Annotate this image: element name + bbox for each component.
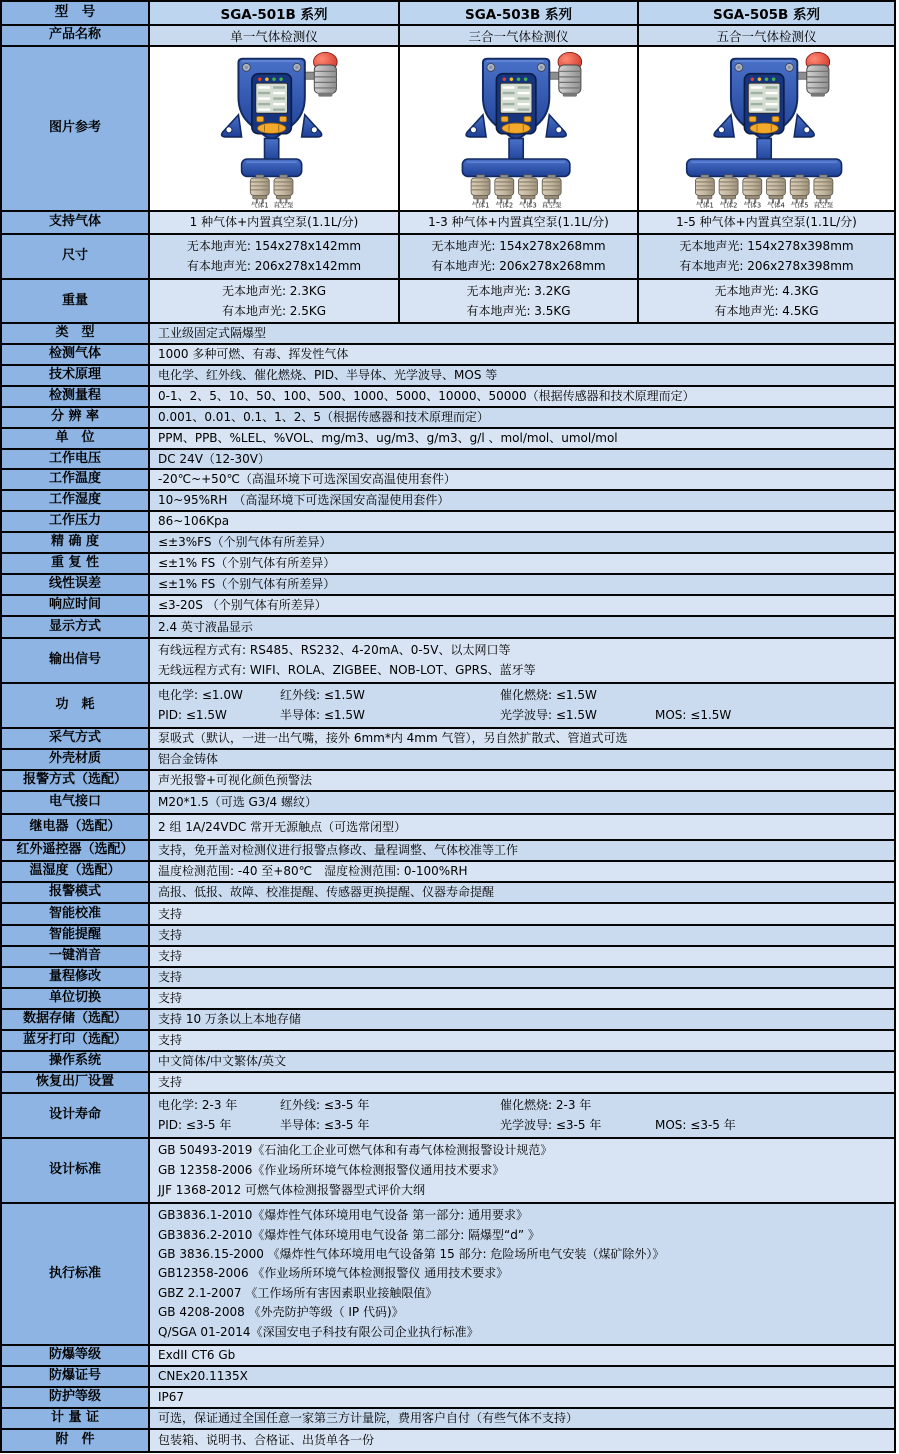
spec-value-line: 声光报警+可视化颜色预警法	[158, 773, 313, 787]
spec-row	[2, 387, 894, 408]
spec-value-line: 无本地声光: 2.3KG	[221, 283, 327, 298]
spec-value-col2	[400, 235, 639, 278]
spec-row-label: 单位切换	[2, 989, 150, 1008]
spec-row-label: 智能提醒	[2, 926, 150, 945]
sensor-cylinder	[813, 174, 833, 207]
spec-value	[150, 429, 894, 448]
spec-row	[2, 815, 894, 841]
alarm-beacon-icon	[794, 52, 830, 96]
spec-value-line: 包装箱、说明书、合格证、出货单各一份	[158, 1433, 375, 1447]
spec-value	[150, 1031, 894, 1050]
spec-row-label: 响应时间	[2, 596, 150, 615]
product-photo-5in1-gas	[639, 47, 894, 210]
spec-row	[2, 883, 894, 904]
spec-row	[2, 470, 894, 491]
spec-row	[2, 1346, 894, 1367]
model-sga-505b: SGA-505B 系列	[639, 2, 894, 24]
spec-row	[2, 1052, 894, 1073]
spec-row	[2, 235, 894, 280]
sensor-cylinder	[719, 174, 738, 207]
spec-row	[2, 926, 894, 947]
spec-value-segment: 红外线: ≤3-5 年	[280, 1098, 370, 1113]
sensor-label: 气体5	[790, 201, 809, 208]
spec-value-line: 有本地声光: 2.5KG	[221, 303, 327, 318]
sensor-cylinder	[542, 174, 562, 207]
spec-value-line: 无本地声光: 154x278x268mm	[431, 238, 606, 253]
spec-value-segment: PID: ≤3-5 年	[158, 1117, 232, 1132]
spec-value	[150, 989, 894, 1008]
spec-value-line	[158, 708, 888, 723]
spec-value-line: 无本地声光: 154x278x398mm	[679, 238, 854, 253]
spec-value-line: GB3836.1-2010《爆炸性气体环境用电气设备 第一部分: 通用要求》	[158, 1208, 529, 1223]
spec-row-label: 线性误差	[2, 575, 150, 594]
spec-value-line: CNEx20.1135X	[158, 1369, 248, 1383]
spec-value	[150, 792, 894, 813]
spec-value-col2	[400, 212, 639, 233]
sensor-label: 气体1	[250, 201, 269, 208]
spec-value	[150, 1346, 894, 1365]
spec-row	[2, 684, 894, 729]
spec-value-line: 有本地声光: 206x278x142mm	[186, 259, 362, 274]
spec-value	[150, 684, 894, 727]
spec-row-label: 工作电压	[2, 450, 150, 468]
spec-row	[2, 862, 894, 883]
spec-row-label: 防爆等级	[2, 1346, 150, 1365]
spec-row-label: 工作温度	[2, 470, 150, 489]
product-photo-3in1-gas	[400, 47, 639, 210]
spec-value-line: 2.4 英寸液晶显示	[158, 619, 253, 634]
sensor-label: 真空泵	[813, 201, 834, 208]
spec-row	[2, 1430, 894, 1451]
spec-value-line: IP67	[158, 1390, 185, 1404]
spec-value	[150, 1052, 894, 1071]
row-label-image-reference: 图片参考	[2, 47, 150, 210]
header-row	[2, 2, 894, 26]
spec-row	[2, 639, 894, 684]
alarm-beacon-icon	[302, 52, 338, 96]
spec-row	[2, 1073, 894, 1094]
sensor-label: 气体1	[696, 201, 714, 208]
spec-value-line: 0-1、2、5、10、50、100、500、1000、5000、10000、50000（根据传感器和技术原理而定）	[158, 389, 695, 403]
spec-value-col2	[400, 280, 639, 322]
spec-value	[150, 771, 894, 790]
spec-row-label: 显示方式	[2, 617, 150, 637]
spec-value-line: 泵吸式（默认，一进一出气嘴，接外 6mm*内 4mm 气管），另自然扩散式、管道式可选	[158, 731, 628, 745]
spec-row	[2, 968, 894, 989]
spec-row-label: 智能校准	[2, 904, 150, 924]
spec-row-label: 执行标准	[2, 1204, 150, 1344]
spec-value-segment: 催化燃烧: ≤1.5W	[500, 688, 597, 703]
spec-value-line: 有本地声光: 206x278x268mm	[431, 259, 606, 274]
spec-row-label: 尺寸	[2, 235, 150, 278]
spec-value-col1	[150, 212, 400, 233]
spec-value-line: 有本地声光: 4.5KG	[714, 303, 819, 318]
spec-row-label: 支持气体	[2, 212, 150, 233]
spec-value	[150, 324, 894, 343]
spec-value-line: 工业级固定式隔爆型	[158, 326, 267, 340]
spec-value-line: 支持	[158, 1075, 183, 1089]
spec-value	[150, 450, 894, 468]
spec-row	[2, 792, 894, 815]
spec-value-line: 1-5 种气体+内置真空泵(1.1L/分)	[676, 215, 857, 229]
spec-row	[2, 904, 894, 926]
spec-value-line: ≤±1% FS（个别气体有所差异）	[158, 556, 336, 570]
spec-value	[150, 1409, 894, 1428]
spec-value-segment: PID: ≤1.5W	[158, 707, 227, 722]
spec-row-label: 数据存储（选配）	[2, 1010, 150, 1029]
spec-row-label: 采气方式	[2, 729, 150, 748]
spec-row	[2, 596, 894, 617]
spec-value-col1	[150, 235, 400, 278]
spec-row-label: 操作系统	[2, 1052, 150, 1071]
spec-row	[2, 947, 894, 968]
spec-value-line: GB 50493-2019《石油化工企业可燃气体和有毒气体检测报警设计规范》	[158, 1143, 553, 1158]
spec-value	[150, 1010, 894, 1029]
spec-row-label: 检测量程	[2, 387, 150, 406]
spec-value-line: 无本地声光: 154x278x142mm	[186, 238, 362, 253]
spec-row-label: 设计标准	[2, 1139, 150, 1202]
spec-value	[150, 1094, 894, 1137]
spec-row	[2, 771, 894, 792]
sensor-cylinder	[519, 174, 538, 207]
spec-value	[150, 491, 894, 510]
spec-row-label: 附 件	[2, 1430, 150, 1451]
spec-value-line: 支持 10 万条以上本地存储	[158, 1012, 301, 1026]
spec-row	[2, 729, 894, 750]
spec-value-segment: 催化燃烧: 2-3 年	[500, 1098, 592, 1113]
spec-value-segment: 光学波导: ≤3-5 年	[500, 1117, 602, 1132]
spec-value-line: GBZ 2.1-2007 《工作场所有害因素职业接触限值》	[158, 1285, 438, 1300]
sensor-label: 气体3	[519, 201, 537, 208]
spec-value-line: ≤3-20S （个别气体有所差异）	[158, 598, 327, 612]
spec-value-line: ≤±1% FS（个别气体有所差异）	[158, 577, 336, 591]
spec-row	[2, 1367, 894, 1388]
alarm-beacon-icon	[546, 52, 582, 96]
spec-value	[150, 1367, 894, 1386]
spec-row-label: 重 复 性	[2, 554, 150, 573]
spec-value-line: Q/SGA 01-2014《深国安电子科技有限公司企业执行标准》	[158, 1324, 479, 1339]
spec-row	[2, 617, 894, 639]
spec-value	[150, 883, 894, 902]
spec-value	[150, 862, 894, 881]
spec-value-segment: 光学波导: ≤1.5W	[500, 707, 597, 722]
sensor-cylinder	[273, 174, 293, 207]
row-label-product-name: 产品名称	[2, 26, 150, 45]
spec-value-segment: 半导体: ≤1.5W	[280, 707, 365, 722]
spec-value-line: 支持	[158, 949, 183, 963]
model-sga-503b: SGA-503B 系列	[400, 2, 639, 24]
spec-value-line: 可选，保证通过全国任意一家第三方计量院，费用客户自付（有些气体不支持）	[158, 1411, 579, 1425]
spec-value	[150, 366, 894, 385]
spec-value-line: ≤±3%FS（个别气体有所差异）	[158, 535, 332, 549]
spec-row-label: 检测气体	[2, 345, 150, 364]
gas-detector-illustration	[150, 50, 398, 208]
product-photo-single-gas	[150, 47, 400, 210]
spec-value	[150, 408, 894, 427]
gas-detector-illustration	[400, 50, 637, 208]
spec-value-line: 高报、低报、故障、校准提醒、传感器更换提醒、仪器寿命提醒	[158, 885, 495, 899]
spec-row-label: 一键消音	[2, 947, 150, 966]
spec-row	[2, 491, 894, 512]
spec-value	[150, 1204, 894, 1344]
spec-value-line: GB 12358-2006《作业场所环境气体检测报警仪通用技术要求》	[158, 1162, 505, 1177]
sensor-cylinder	[743, 174, 762, 207]
spec-row	[2, 366, 894, 387]
sensor-label: 气体2	[719, 201, 738, 208]
spec-value-line: 有本地声光: 3.5KG	[466, 303, 571, 318]
spec-value-line: PPM、PPB、%LEL、%VOL、mg/m3、ug/m3、g/m3、g/l 、mol/mol、umol/mol	[158, 431, 618, 445]
product-name-1: 单一气体检测仪	[150, 26, 400, 45]
spec-value-col1	[150, 280, 400, 322]
spec-row	[2, 450, 894, 470]
spec-value	[150, 968, 894, 987]
product-name-3: 五合一气体检测仪	[639, 26, 894, 45]
spec-value-line: 1-3 种气体+内置真空泵(1.1L/分)	[428, 215, 609, 229]
spec-row	[2, 1139, 894, 1204]
lcd-screen	[496, 73, 536, 133]
spec-value-line: 1000 多种可燃、有毒、挥发性气体	[158, 347, 349, 361]
spec-row-label: 工作压力	[2, 512, 150, 531]
spec-value-line: GB 3836.15-2000 《爆炸性气体环境用电气设备第 15 部分: 危险场所电气安装（煤矿除外）》	[158, 1247, 665, 1262]
spec-row-label: 温湿度（选配）	[2, 862, 150, 881]
spec-row-label: 红外遥控器（选配）	[2, 841, 150, 860]
spec-row-label: 工作湿度	[2, 491, 150, 510]
sensor-cylinder	[790, 174, 809, 207]
spec-rows	[2, 212, 894, 1451]
spec-row-label: 单 位	[2, 429, 150, 448]
spec-value-segment: 半导体: ≤3-5 年	[280, 1117, 370, 1132]
sensor-label: 气体1	[471, 201, 490, 208]
spec-value	[150, 729, 894, 748]
spec-row	[2, 750, 894, 771]
spec-value-segment: 电化学: ≤1.0W	[158, 688, 243, 703]
spec-row-label: 报警方式（选配）	[2, 771, 150, 790]
spec-row	[2, 841, 894, 862]
spec-value-segment: MOS: ≤1.5W	[655, 707, 732, 722]
spec-row-label: 防爆证号	[2, 1367, 150, 1386]
spec-value-line: M20*1.5（可选 G3/4 螺纹）	[158, 795, 317, 809]
spec-value-line: 支持	[158, 991, 183, 1005]
sensor-label: 气体4	[767, 201, 785, 208]
spec-row-label: 精 确 度	[2, 533, 150, 552]
spec-row	[2, 1388, 894, 1409]
spec-value-line: -20℃~+50℃（高温环境下可选深国安高温使用套件）	[158, 472, 456, 486]
image-reference-row	[2, 47, 894, 212]
spec-value	[150, 1073, 894, 1092]
sensor-label: 气体2	[495, 201, 514, 208]
spec-value-line: 0.001、0.01、0.1、1、2、5（根据传感器和技术原理而定）	[158, 410, 490, 424]
spec-row	[2, 324, 894, 345]
spec-value-line: GB3836.2-2010《爆炸性气体环境用电气设备 第二部分: 隔爆型“d” 》	[158, 1227, 540, 1242]
spec-value	[150, 596, 894, 615]
spec-row-label: 量程修改	[2, 968, 150, 987]
spec-value-line: 支持，免开盖对检测仪进行报警点修改、量程调整、气体校准等工作	[158, 843, 519, 857]
spec-value	[150, 554, 894, 573]
spec-value-line: DC 24V（12-30V）	[158, 452, 270, 466]
sensor-label: 真空泵	[273, 201, 294, 208]
sensor-label: 气体3	[743, 201, 762, 208]
spec-value-line: 无线远程方式有: WIFI、ROLA、ZIGBEE、NOB-LOT、GPRS、蓝牙等	[158, 662, 536, 677]
spec-row-label: 报警模式	[2, 883, 150, 902]
spec-row-label: 输出信号	[2, 639, 150, 682]
spec-value	[150, 575, 894, 594]
spec-row-label: 设计寿命	[2, 1094, 150, 1137]
spec-value	[150, 904, 894, 924]
spec-value	[150, 1430, 894, 1451]
spec-value-segment: 红外线: ≤1.5W	[280, 688, 365, 703]
gas-detector-illustration	[639, 50, 894, 208]
spec-value-line: 支持	[158, 906, 183, 921]
spec-row	[2, 280, 894, 324]
spec-row-label: 恢复出厂设置	[2, 1073, 150, 1092]
spec-row-label: 分 辨 率	[2, 408, 150, 427]
spec-value	[150, 926, 894, 945]
spec-row-label: 类 型	[2, 324, 150, 343]
spec-value-line	[158, 688, 888, 703]
spec-value-line: ExdII CT6 Gb	[158, 1348, 236, 1362]
spec-value	[150, 345, 894, 364]
spec-value-line: 支持	[158, 970, 183, 984]
row-label-model: 型 号	[2, 2, 150, 24]
spec-value-line	[158, 1098, 888, 1113]
spec-value-col3	[639, 280, 894, 322]
spec-row	[2, 1094, 894, 1139]
spec-value-line: 有线远程方式有: RS485、RS232、4-20mA、0-5V、以太网口等	[158, 643, 511, 658]
spec-row	[2, 575, 894, 596]
spec-row	[2, 1409, 894, 1430]
sensor-cylinder	[471, 174, 490, 207]
spec-value-line: 2 组 1A/24VDC 常开无源触点（可选常闭型）	[158, 819, 407, 834]
spec-value	[150, 639, 894, 682]
sensor-label: 真空泵	[541, 201, 562, 208]
spec-row	[2, 408, 894, 429]
spec-row	[2, 345, 894, 366]
spec-row	[2, 1031, 894, 1052]
spec-row-label: 重量	[2, 280, 150, 322]
spec-row	[2, 429, 894, 450]
spec-row-label: 电气接口	[2, 792, 150, 813]
sensor-cylinder	[767, 174, 786, 207]
spec-value-line: GB12358-2006 《作业场所环境气体检测报警仪 通用技术要求》	[158, 1266, 509, 1281]
spec-value	[150, 512, 894, 531]
spec-value-col3	[639, 212, 894, 233]
spec-row-label: 技术原理	[2, 366, 150, 385]
spec-value-col3	[639, 235, 894, 278]
spec-row-label: 外壳材质	[2, 750, 150, 769]
spec-value	[150, 387, 894, 406]
spec-value-line: 无本地声光: 3.2KG	[466, 283, 571, 298]
sensor-cylinder	[495, 174, 514, 207]
spec-value	[150, 1139, 894, 1202]
spec-value	[150, 947, 894, 966]
spec-value-line: 铝合金铸体	[158, 752, 219, 766]
spec-value	[150, 750, 894, 769]
spec-row-label: 功 耗	[2, 684, 150, 727]
product-name-row	[2, 26, 894, 47]
sensor-cylinder	[695, 174, 714, 207]
sensor-cylinder	[250, 174, 269, 207]
spec-value	[150, 815, 894, 839]
spec-row-label: 继电器（选配）	[2, 815, 150, 839]
spec-value-line: 无本地声光: 4.3KG	[714, 283, 819, 298]
spec-value-line: 10~95%RH （高湿环境下可选深国安高湿使用套件）	[158, 493, 450, 507]
spec-value-line: 电化学、红外线、催化燃烧、PID、半导体、光学波导、MOS 等	[158, 368, 498, 382]
spec-row	[2, 1010, 894, 1031]
spec-value-line: 支持	[158, 1033, 183, 1047]
spec-value-line: 温度检测范围: -40 至+80℃ 湿度检测范围: 0-100%RH	[158, 864, 468, 878]
spec-row-label: 蓝牙打印（选配）	[2, 1031, 150, 1050]
spec-value	[150, 470, 894, 489]
spec-row	[2, 554, 894, 575]
spec-value	[150, 841, 894, 860]
spec-value-line: 中文简体/中文繁体/英文	[158, 1054, 287, 1068]
spec-row	[2, 533, 894, 554]
spec-value-line: 1 种气体+内置真空泵(1.1L/分)	[189, 215, 359, 229]
lcd-screen	[744, 73, 784, 133]
spec-value	[150, 1388, 894, 1407]
spec-row	[2, 512, 894, 533]
spec-value-segment: MOS: ≤3-5 年	[655, 1117, 736, 1132]
lcd-screen	[252, 73, 292, 133]
spec-value	[150, 617, 894, 637]
spec-row-label: 计 量 证	[2, 1409, 150, 1428]
spec-row	[2, 989, 894, 1010]
spec-value-line: 86~106Kpa	[158, 514, 230, 528]
spec-value-line: GB 4208-2008 《外壳防护等级（ IP 代码)》	[158, 1305, 404, 1320]
spec-row	[2, 212, 894, 235]
spec-value-line: 支持	[158, 928, 183, 942]
product-name-2: 三合一气体检测仪	[400, 26, 639, 45]
spec-value-line: JJF 1368-2012 可燃气体检测报警器型式评价大纲	[158, 1182, 426, 1197]
spec-value-segment: 电化学: 2-3 年	[158, 1098, 238, 1113]
spec-value	[150, 533, 894, 552]
model-sga-501b: SGA-501B 系列	[150, 2, 400, 24]
spec-row-label: 防护等级	[2, 1388, 150, 1407]
spec-value-line	[158, 1118, 888, 1133]
spec-value-line: 有本地声光: 206x278x398mm	[679, 259, 854, 274]
spec-row	[2, 1204, 894, 1346]
